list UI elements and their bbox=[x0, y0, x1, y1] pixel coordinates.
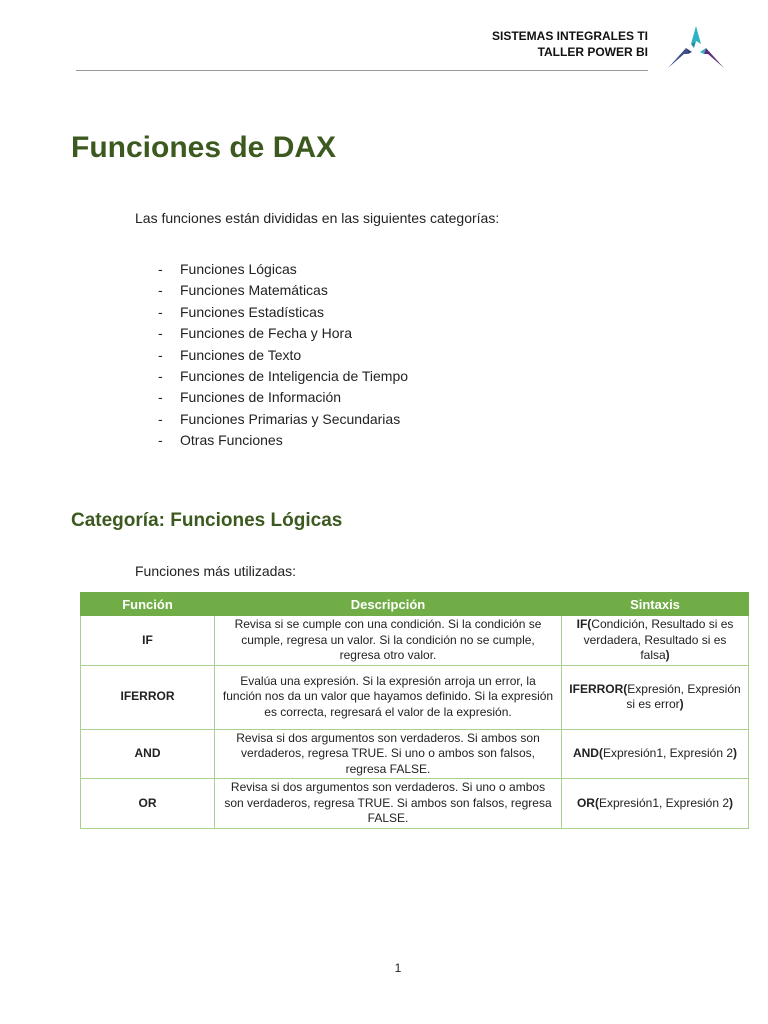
syntax-cell bbox=[562, 616, 749, 666]
list-item bbox=[158, 259, 408, 280]
list-bullet: - bbox=[158, 389, 163, 406]
list-item-label: Funciones Matemáticas bbox=[180, 282, 328, 299]
syntax-cell bbox=[562, 779, 749, 829]
list-item bbox=[158, 366, 408, 387]
list-item-label: Funciones Estadísticas bbox=[180, 303, 324, 320]
section-title: Categoría: Funciones Lógicas bbox=[71, 510, 343, 531]
list-item-label: Funciones Primarias y Secundarias bbox=[180, 410, 401, 427]
table-intro-text: Funciones más utilizadas: bbox=[135, 563, 297, 579]
list-item-label: Funciones Lógicas bbox=[180, 261, 297, 277]
header-text bbox=[492, 28, 648, 60]
close-paren: ) bbox=[679, 697, 684, 711]
open-paren: ( bbox=[587, 617, 592, 631]
column-header-syntax: Sintaxis bbox=[562, 593, 749, 616]
table-row bbox=[81, 779, 749, 829]
list-item-label: Funciones de Inteligencia de Tiempo bbox=[180, 367, 409, 384]
syntax-function-name: IFERROR bbox=[569, 681, 624, 696]
open-paren: ( bbox=[623, 681, 628, 696]
column-header-description: Descripción bbox=[215, 593, 562, 616]
list-item bbox=[158, 323, 408, 344]
syntax-function-name: IF bbox=[576, 617, 588, 631]
description-cell: Revisa si se cumple con una condición. Si la condición se cumple, regresa un valor. Si la condición no se cumple, regresa otro valor. bbox=[215, 616, 562, 666]
syntax-arguments: Expresión1, Expresión 2 bbox=[602, 746, 734, 760]
table-row bbox=[81, 665, 749, 729]
list-bullet: - bbox=[158, 282, 163, 299]
list-bullet: - bbox=[158, 432, 163, 449]
list-bullet: - bbox=[158, 367, 163, 384]
syntax-arguments: Expresión, Expresión si es error bbox=[626, 681, 741, 711]
syntax-arguments: Condición, Resultado si es verdadera, Resultado si es falsa bbox=[583, 617, 734, 662]
list-item-label: Funciones de Fecha y Hora bbox=[180, 325, 352, 342]
open-paren: ( bbox=[594, 795, 599, 810]
syntax-cell bbox=[562, 729, 749, 779]
description-cell: Evalúa una expresión. Si la expresión arroja un error, la función nos da un valor que hayamos definido. Si la expresión es correcta, regresará el valor de la expresión. bbox=[215, 665, 562, 729]
close-paren: ) bbox=[665, 648, 670, 662]
category-list bbox=[158, 259, 408, 452]
list-bullet: - bbox=[158, 261, 163, 277]
open-paren: ( bbox=[598, 746, 603, 760]
list-item-label: Otras Funciones bbox=[180, 432, 283, 449]
list-bullet: - bbox=[158, 346, 163, 363]
function-name-cell: AND bbox=[81, 729, 215, 779]
intro-text: Las funciones están divididas en las siguientes categorías: bbox=[135, 210, 500, 226]
table-row bbox=[81, 729, 749, 779]
functions-table bbox=[80, 592, 749, 829]
column-header-function: Función bbox=[81, 593, 215, 616]
header-divider bbox=[76, 70, 648, 71]
list-bullet: - bbox=[158, 325, 163, 342]
course-name: TALLER POWER BI bbox=[537, 45, 648, 59]
close-paren: ) bbox=[733, 746, 738, 760]
table-header-row bbox=[81, 593, 749, 616]
syntax-cell bbox=[562, 665, 749, 729]
page-number: 1 bbox=[394, 961, 402, 975]
company-name: SISTEMAS INTEGRALES TI bbox=[491, 29, 648, 43]
list-bullet: - bbox=[158, 410, 163, 427]
list-item bbox=[158, 345, 408, 366]
function-name-cell: IFERROR bbox=[81, 665, 215, 729]
tri-arrow-logo-icon bbox=[664, 24, 728, 70]
list-item bbox=[158, 302, 408, 323]
syntax-function-name: OR bbox=[576, 795, 595, 810]
description-cell: Revisa si dos argumentos son verdaderos. Si ambos son verdaderos, regresa TRUE. Si uno o ambos son falsos, regresa FALSE. bbox=[215, 729, 562, 779]
syntax-arguments: Expresión1, Expresión 2 bbox=[598, 795, 730, 810]
list-item-label: Funciones de Información bbox=[180, 389, 342, 406]
page-title: Funciones de DAX bbox=[71, 131, 337, 164]
list-item bbox=[158, 430, 408, 451]
close-paren: ) bbox=[729, 795, 734, 810]
list-item bbox=[158, 409, 408, 430]
list-bullet: - bbox=[158, 303, 163, 320]
description-cell: Revisa si dos argumentos son verdaderos. Si uno o ambos son verdaderos, regresa TRUE. Si ambos son falsos, regresa FALSE. bbox=[215, 779, 562, 829]
list-item-label: Funciones de Texto bbox=[180, 346, 302, 363]
function-name-cell: IF bbox=[81, 616, 215, 666]
syntax-function-name: AND bbox=[572, 746, 599, 760]
function-name-cell: OR bbox=[81, 779, 215, 829]
list-item bbox=[158, 280, 408, 301]
list-item bbox=[158, 387, 408, 408]
table-row bbox=[81, 616, 749, 666]
